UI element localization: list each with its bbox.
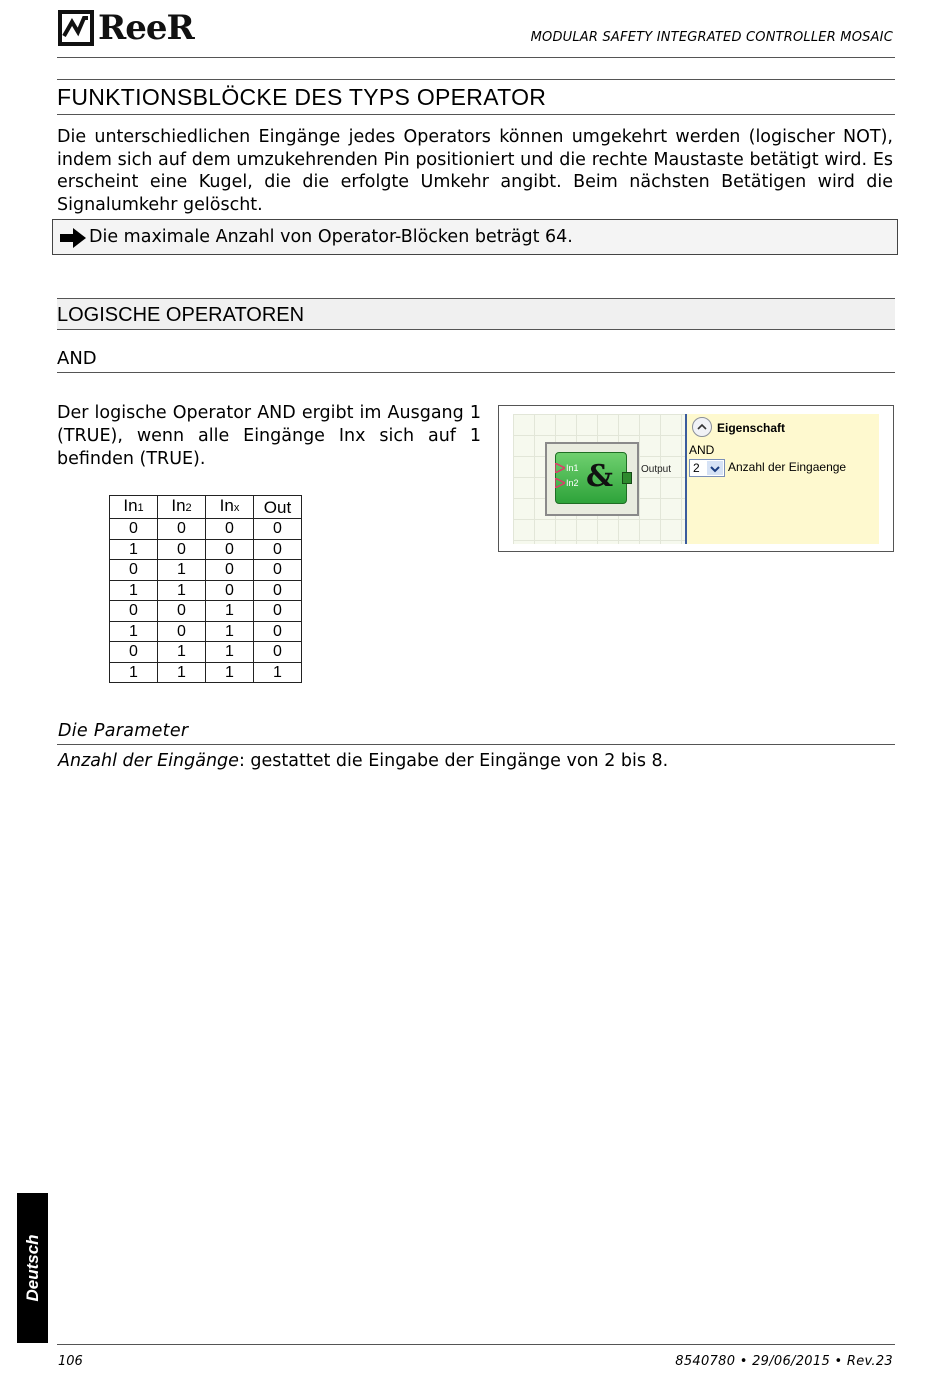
properties-panel [687,414,879,544]
section-rule-bottom [57,114,895,115]
collapse-button[interactable] [692,417,712,437]
truth-table-header [110,496,302,519]
output-label: Output [641,464,672,475]
table-cell: 0 [254,539,302,560]
table-cell: 1 [158,642,206,663]
subsection-header [57,298,895,330]
parameters-rule [57,744,895,745]
table-cell: 0 [206,580,254,601]
table-cell: 1 [110,662,158,683]
input-1-label: In1 [566,463,579,473]
and-symbol: & [586,459,614,494]
document-reference: 8540780 • 29/06/2015 • Rev.23 [675,1354,893,1369]
chevron-down-icon [707,462,723,476]
table-cell: 0 [110,560,158,581]
truth-table [109,495,302,683]
table-row [110,642,302,663]
table-cell: 0 [254,519,302,540]
table-cell: 0 [254,621,302,642]
inputs-count-label: Anzahl der Eingaenge [728,460,847,474]
note-box [52,219,898,255]
table-cell: 0 [110,642,158,663]
table-cell: 0 [206,560,254,581]
table-cell: 0 [158,621,206,642]
language-tab [17,1193,48,1343]
footer-rule [57,1344,895,1345]
col-header-in1: In1 [110,496,158,519]
table-cell: 1 [206,621,254,642]
section-title: FUNKTIONSBLÖCKE DES TYPS OPERATOR [57,84,547,110]
col-header-out: Out [254,496,302,519]
table-cell: 1 [158,560,206,581]
and-block [555,452,627,504]
arrow-right-icon [60,228,86,248]
table-row [110,601,302,622]
table-cell: 0 [158,601,206,622]
operator-description: Der logische Operator AND ergibt im Ausgang 1 (TRUE), wenn alle Eingänge Inx sich auf 1 befinden (TRUE). [57,403,481,469]
note-text: Die maximale Anzahl von Operator-Blöcken beträgt 64. [89,227,573,247]
table-row [110,519,302,540]
language-label: Deutsch [22,1234,42,1302]
table-cell: 1 [110,621,158,642]
parameters-description [58,751,668,771]
brand-logo-mark [58,10,94,46]
header-rule [57,57,895,58]
table-row [110,580,302,601]
table-cell: 0 [158,519,206,540]
table-cell: 1 [158,662,206,683]
table-cell: 1 [158,580,206,601]
parameter-text: : gestattet die Eingabe der Eingänge von 2 bis 8. [238,751,669,771]
table-cell: 0 [110,601,158,622]
operator-rule [57,372,895,373]
operator-heading: AND [57,348,97,369]
properties-block-name: AND [689,443,715,457]
table-cell: 1 [206,662,254,683]
table-row [110,539,302,560]
output-pin [622,472,632,484]
subsection-title: LOGISCHE OPERATOREN [57,304,305,326]
inputs-count-value: 2 [693,461,700,475]
section-rule-top [57,79,895,80]
table-cell: 0 [254,580,302,601]
brand-logo [58,8,194,48]
table-cell: 0 [110,519,158,540]
table-row [110,621,302,642]
header-title: MODULAR SAFETY INTEGRATED CONTROLLER MOSAIC [530,30,893,45]
table-row [110,560,302,581]
input-pin-1-icon [555,463,565,473]
table-cell: 0 [206,519,254,540]
col-header-in2: In2 [158,496,206,519]
inputs-count-select[interactable] [689,459,725,477]
table-cell: 0 [158,539,206,560]
input-2-label: In2 [566,478,579,488]
table-row [110,662,302,683]
brand-name: ReeR [98,8,194,48]
table-cell: 1 [254,662,302,683]
page-number: 106 [58,1354,83,1369]
table-cell: 1 [206,601,254,622]
parameter-name: Anzahl der Eingänge [58,751,239,771]
table-cell: 1 [206,642,254,663]
table-cell: 1 [110,580,158,601]
chevron-up-icon [693,418,711,436]
select-dropdown-button[interactable] [707,461,723,475]
intro-paragraph: Die unterschiedlichen Eingänge jedes Operators können umgekehrt werden (logischer NOT), indem sich auf dem umzukehrenden Pin positioniert und die rechte Maustaste betätigt wird. Es erscheint eine Kugel, die die erfolgte Umkehr angibt. Beim nächsten Betätigen wird die Signalumkehr gelöscht. [57,127,893,215]
table-cell: 0 [254,601,302,622]
table-cell: 1 [110,539,158,560]
parameters-title: Die Parameter [58,721,189,741]
and-block-frame [545,442,639,516]
properties-title: Eigenschaft [717,421,786,435]
table-cell: 0 [206,539,254,560]
design-canvas [513,414,687,544]
table-cell: 0 [254,642,302,663]
col-header-inx: Inx [206,496,254,519]
table-cell: 0 [254,560,302,581]
input-pin-2-icon [555,478,565,488]
and-block-screenshot [498,405,894,552]
